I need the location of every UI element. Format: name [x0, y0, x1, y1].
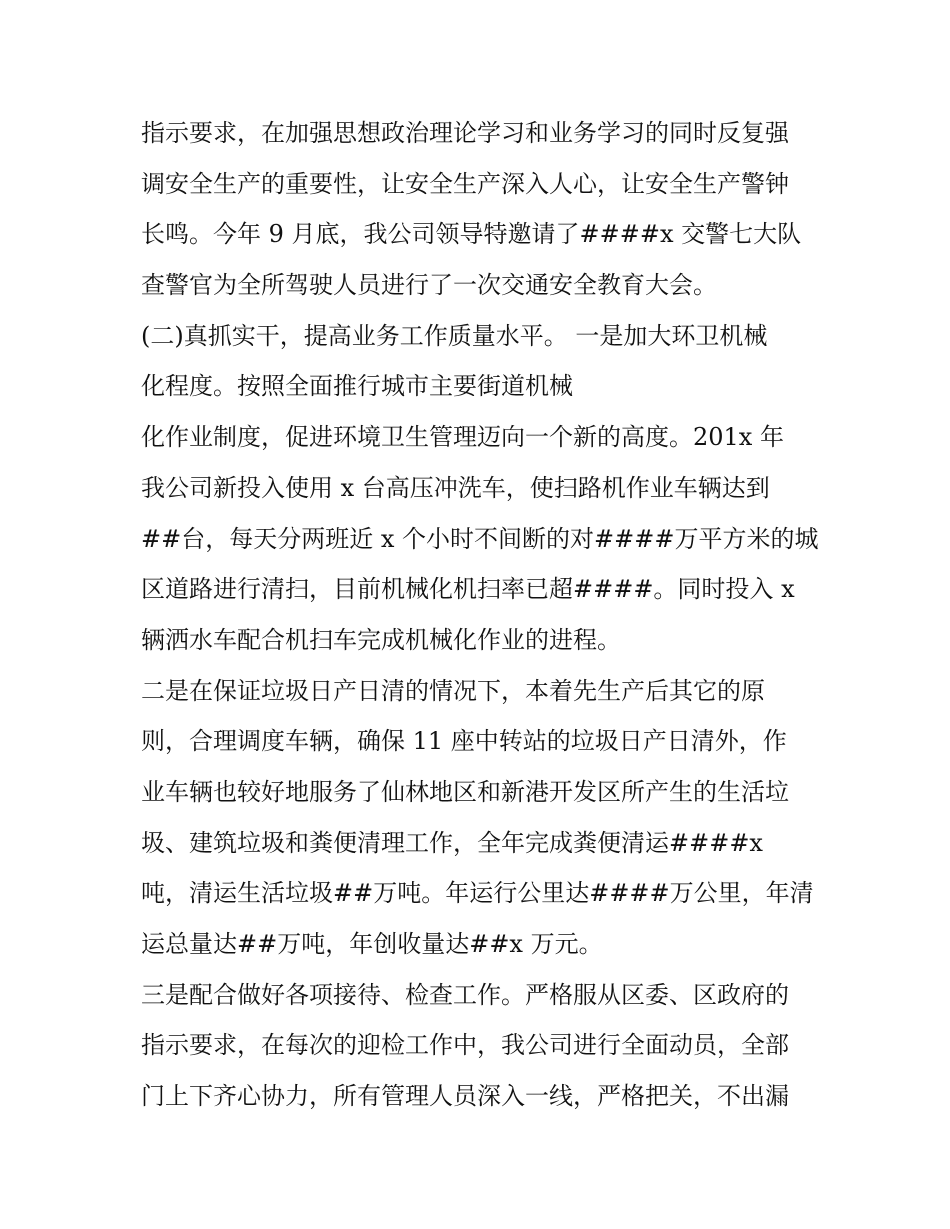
text-line: 区道路进行清扫，目前机械化机扫率已超####。同时投入 x	[141, 575, 795, 604]
text-line: 吨，清运生活垃圾##万吨。年运行公里达####万公里，年清	[141, 879, 814, 908]
text-line: 化作业制度，促进环境卫生管理迈向一个新的高度。201x 年	[141, 423, 784, 452]
text-line: 化程度。按照全面推行城市主要街道机械	[141, 372, 573, 401]
text-line: 长鸣。今年 9 月底，我公司领导特邀请了####x 交警七大队	[141, 220, 802, 249]
text-line: 指示要求，在每次的迎检工作中，我公司进行全面动员，全部	[141, 1031, 789, 1060]
text-line: ##台，每天分两班近 x 个小时不间断的对####万平方米的城	[141, 524, 819, 553]
text-line: 则，合理调度车辆，确保 11 座中转站的垃圾日产日清外，作	[141, 727, 787, 756]
text-line: (二)真抓实干，提高业务工作质量水平。 一是加大环卫机械	[141, 321, 768, 350]
text-line: 辆洒水车配合机扫车完成机械化作业的进程。	[141, 625, 621, 654]
document-body	[141, 108, 831, 1122]
text-line: 调安全生产的重要性，让安全生产深入人心，让安全生产警钟	[141, 169, 789, 198]
text-line: 门上下齐心协力，所有管理人员深入一线，严格把关，不出漏	[141, 1082, 789, 1111]
text-line: 圾、建筑垃圾和粪便清理工作，全年完成粪便清运####x	[141, 828, 763, 857]
text-line: 运总量达##万吨，年创收量达##x 万元。	[141, 930, 603, 958]
text-line: 业车辆也较好地服务了仙林地区和新港开发区所产生的生活垃	[141, 777, 789, 806]
text-line: 我公司新投入使用 x 台高压冲洗车，使扫路机作业车辆达到	[141, 473, 770, 502]
text-line: 指示要求，在加强思想政治理论学习和业务学习的同时反复强	[141, 119, 789, 147]
text-line: 查警官为全所驾驶人员进行了一次交通安全教育大会。	[141, 271, 717, 300]
text-line: 三是配合做好各项接待、检查工作。严格服从区委、区政府的	[141, 980, 789, 1009]
text-line: 二是在保证垃圾日产日清的情况下，本着先生产后其它的原	[141, 676, 765, 705]
